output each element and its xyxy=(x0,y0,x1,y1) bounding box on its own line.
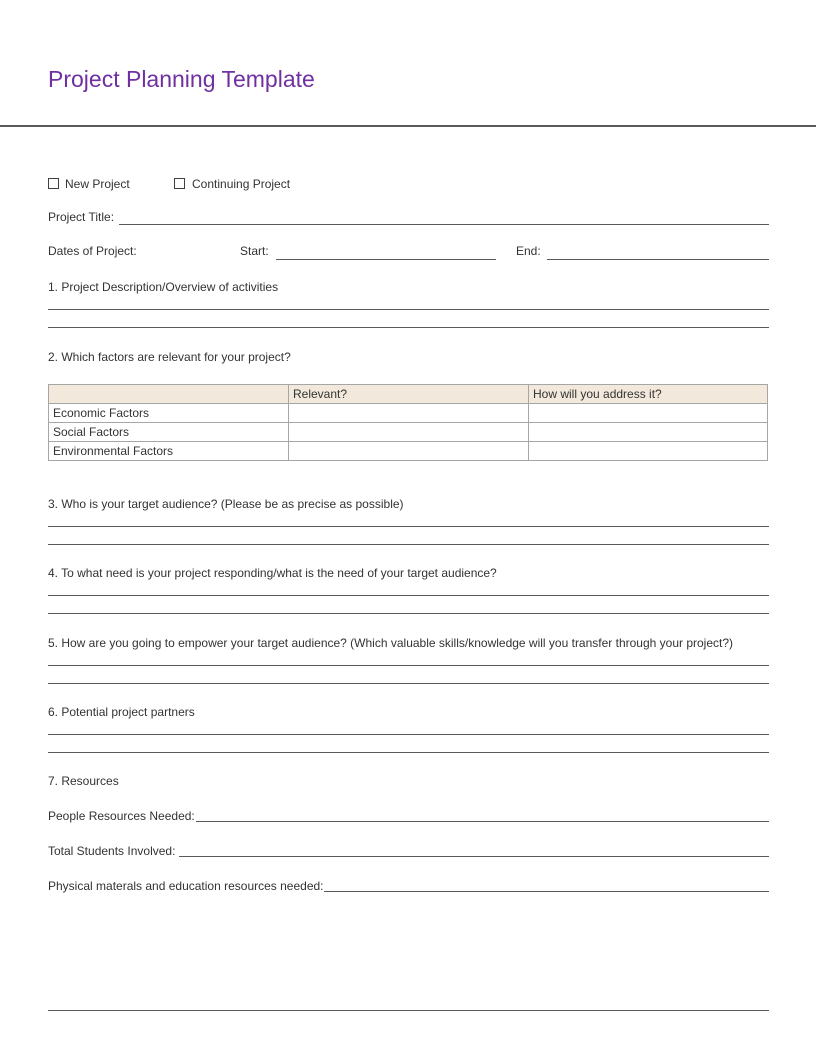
physical-materials-label: Physical materals and education resources needed: xyxy=(48,879,324,893)
continuing-project-checkbox[interactable] xyxy=(174,178,185,189)
new-project-label: New Project xyxy=(65,177,130,191)
total-students-field[interactable] xyxy=(179,856,769,857)
table-header-row xyxy=(49,385,768,404)
page-title: Project Planning Template xyxy=(48,66,315,92)
question-6: 6. Potential project partners xyxy=(48,705,195,719)
table-row xyxy=(49,404,768,423)
end-label: End: xyxy=(516,244,541,258)
people-resources-field[interactable] xyxy=(196,821,769,822)
answer-line[interactable] xyxy=(48,526,769,527)
people-resources-label: People Resources Needed: xyxy=(48,809,195,823)
question-3: 3. Who is your target audience? (Please be as precise as possible) xyxy=(48,497,404,511)
answer-line[interactable] xyxy=(48,544,769,545)
factor-label: Economic Factors xyxy=(49,404,289,423)
address-cell[interactable] xyxy=(529,442,768,461)
factor-label: Environmental Factors xyxy=(49,442,289,461)
answer-line[interactable] xyxy=(48,595,769,596)
address-cell[interactable] xyxy=(529,404,768,423)
table-row xyxy=(49,423,768,442)
project-title-field[interactable] xyxy=(119,224,769,225)
relevant-cell[interactable] xyxy=(289,404,529,423)
start-date-field[interactable] xyxy=(276,259,496,260)
dates-of-project-label: Dates of Project: xyxy=(48,244,137,258)
factors-table xyxy=(48,384,768,461)
continuing-project-label: Continuing Project xyxy=(192,177,291,191)
project-title-label: Project Title: xyxy=(48,210,115,224)
physical-materials-field[interactable] xyxy=(324,891,769,892)
header-divider xyxy=(0,125,816,127)
question-2: 2. Which factors are relevant for your project? xyxy=(48,350,291,364)
answer-line[interactable] xyxy=(48,734,769,735)
table-header-cell: Relevant? xyxy=(289,385,529,404)
new-project-checkbox[interactable] xyxy=(48,178,59,189)
question-1: 1. Project Description/Overview of activities xyxy=(48,280,279,294)
answer-line[interactable] xyxy=(48,309,769,310)
table-header-cell xyxy=(49,385,289,404)
table-header-cell: How will you address it? xyxy=(529,385,768,404)
question-4: 4. To what need is your project responding/what is the need of your target audience? xyxy=(48,566,497,580)
answer-line[interactable] xyxy=(48,752,769,753)
question-5: 5. How are you going to empower your target audience? (Which valuable skills/knowledge will you transfer through your project?) xyxy=(48,636,734,650)
table-row xyxy=(49,442,768,461)
total-students-label: Total Students Involved: xyxy=(48,844,176,858)
answer-line[interactable] xyxy=(48,683,769,684)
relevant-cell[interactable] xyxy=(289,442,529,461)
factor-label: Social Factors xyxy=(49,423,289,442)
answer-line[interactable] xyxy=(48,665,769,666)
address-cell[interactable] xyxy=(529,423,768,442)
footer-divider xyxy=(48,1010,769,1011)
question-7: 7. Resources xyxy=(48,774,119,788)
answer-line[interactable] xyxy=(48,327,769,328)
answer-line[interactable] xyxy=(48,613,769,614)
relevant-cell[interactable] xyxy=(289,423,529,442)
end-date-field[interactable] xyxy=(547,259,769,260)
start-label: Start: xyxy=(240,244,269,258)
